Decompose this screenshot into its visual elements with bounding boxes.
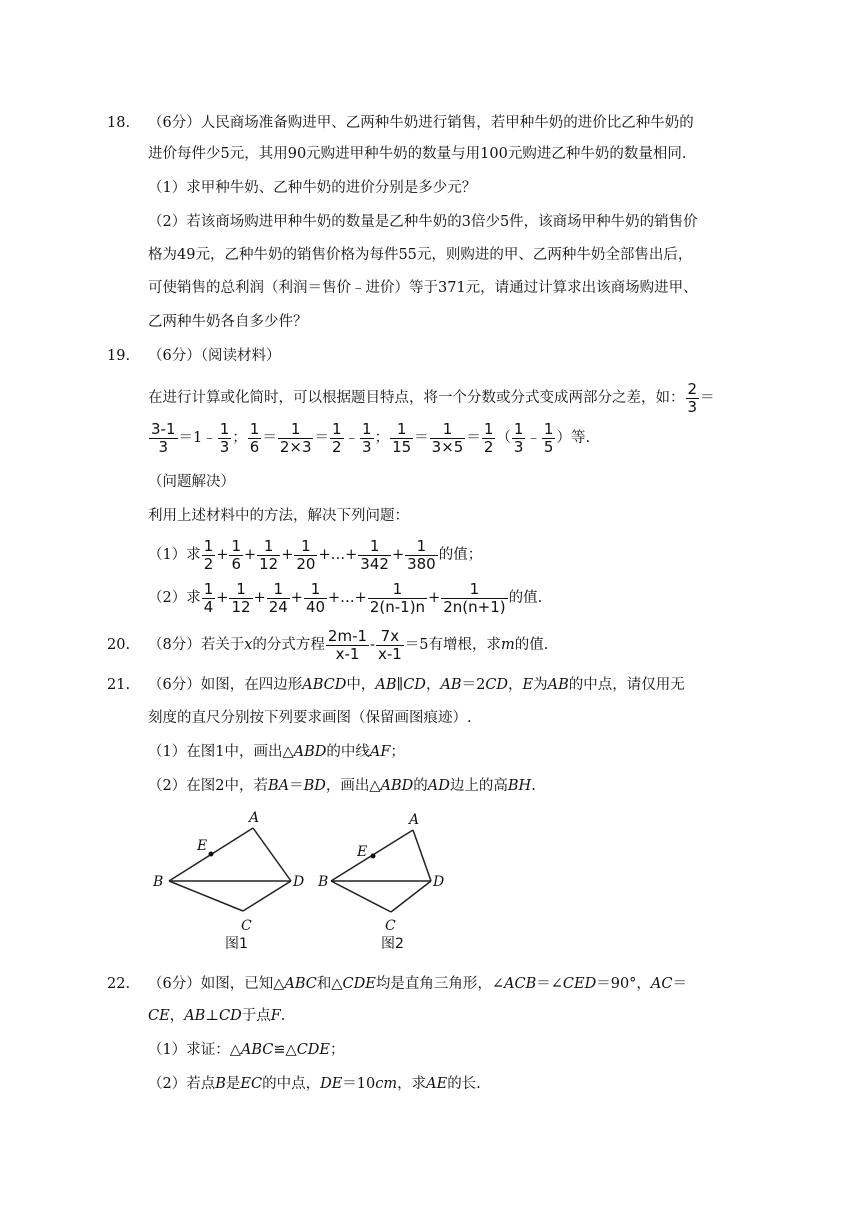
fig1-label-d: D: [293, 874, 305, 890]
fraction-2-3: $\frac{2}{3}$: [687, 379, 698, 416]
q19-task: 利用上述材料中的方法，解决下列问题：: [148, 508, 409, 524]
q21-part1: （1）在图1中，画出△ABD的中线AF；: [148, 744, 405, 760]
fig2-caption: 图2: [381, 936, 404, 952]
fraction-example-1: $\frac{3-1}{3}$: [151, 419, 176, 456]
q19-part2: （2）求 $\frac{1}{4}$ + $\frac{1}{12}$ + $\frac{1}{24}$ + $\frac{1}{40}$ +…+ $\frac{1}{2(n-1)n}$ + $\frac{1}{2n(n+1)}$ 的值.: [148, 579, 543, 616]
fig2-edge-bc: [331, 881, 391, 912]
q18-part1: （1）求甲种牛奶、乙种牛奶的进价分别是多少元？: [148, 180, 477, 196]
fig1-edge-bc: [169, 881, 243, 911]
q22-line2: CE，AB⊥CD于点F.: [148, 1008, 286, 1024]
q19-number: 19.: [107, 348, 131, 364]
q21-part2: （2）在图2中，若BA＝BD，画出△ABD的AD边上的高BH.: [148, 778, 536, 794]
q18-part2-line1: （2）若该商场购进甲种牛奶的数量是乙种牛奶的3倍少5件，该商场甲种牛奶的销售价: [148, 214, 698, 230]
fraction-example-3: $\frac{1}{15}$: [392, 419, 412, 456]
fig2-label-b: B: [318, 874, 329, 890]
q18-line1: （6分）人民商场准备购进甲、乙两种牛奶进行销售，若甲种牛奶的进价比乙种牛奶的: [148, 115, 694, 131]
q20-line: （8分）若关于x的分式方程 $\frac{2m-1}{x-1}$ - $\frac{7x}{x-1}$ ＝5有增根，求m的值.: [148, 626, 549, 663]
fig1-label-a: A: [249, 810, 260, 826]
fig2-label-c: C: [385, 918, 396, 934]
q19-section-title: （问题解决）: [148, 474, 235, 490]
fig2-label-e: E: [357, 844, 368, 860]
q19-part1: （1）求 $\frac{1}{2}$ + $\frac{1}{6}$ + $\frac{1}{12}$ + $\frac{1}{20}$ +…+ $\frac{1}{342}$ + $\frac{1}{380}$ 的值；: [148, 536, 483, 573]
q22-part2: （2）若点B是EC的中点，DE＝10cm，求AE的长.: [148, 1076, 481, 1092]
q18-part2-line4: 乙两种牛奶各自多少件？: [148, 314, 308, 330]
q18-line2: 进价每件少5元，其用90元购进甲种牛奶的数量与用100元购进乙种牛奶的数量相同.: [148, 146, 687, 162]
q22-line1: （6分）如图，已知△ABC和△CDE均是直角三角形，∠ACB＝∠CED＝90°，AC＝: [148, 976, 687, 992]
fig2-point-e: [371, 854, 376, 859]
fig1-label-b: B: [153, 874, 164, 890]
fig2-label-d: D: [433, 874, 445, 890]
figure-1: [169, 828, 291, 911]
fig2-label-a: A: [409, 812, 420, 828]
fig1-point-e: [209, 852, 214, 857]
q21-line1: （6分）如图，在四边形ABCD中，AB∥CD，AB＝2CD，E为AB的中点，请仅用无: [148, 677, 685, 693]
q22-part1: （1）求证：△ABC≌△CDE；: [148, 1042, 345, 1058]
q19-intro-line: 在进行计算或化简时，可以根据题目特点，将一个分数或分式变成两部分之差，如： $\frac{2}{3}$ ＝: [148, 379, 715, 416]
q20-number: 20.: [107, 637, 131, 653]
fig2-edge-ad: [413, 830, 431, 881]
q21-figures: [145, 808, 445, 956]
figure-2: [331, 830, 431, 912]
fig1-label-e: E: [197, 838, 208, 854]
q18-part2-line3: 可使销售的总利润（利润＝售价﹣进价）等于371元，请通过计算求出该商场购进甲、: [148, 280, 698, 296]
q21-line2: 刻度的直尺分别按下列要求画图（保留画图痕迹）.: [148, 710, 472, 726]
q19-intro-text: 在进行计算或化简时，可以根据题目特点，将一个分数或分式变成两部分之差，如：: [148, 390, 685, 406]
q19-heading: （6分）（阅读材料）: [148, 348, 281, 364]
q22-number: 22.: [107, 976, 131, 992]
q18-number: 18.: [107, 115, 131, 131]
fig1-label-c: C: [241, 918, 252, 934]
fig2-edge-cd: [391, 881, 431, 912]
fig1-caption: 图1: [225, 936, 248, 952]
fig1-edge-ad: [253, 828, 291, 881]
q21-number: 21.: [107, 677, 131, 693]
q18-part2-line2: 格为49元，乙种牛奶的销售价格为每件55元，则购进的甲、乙两种牛奶全部售出后，: [148, 247, 693, 263]
q19-examples-line: $\frac{3-1}{3}$ ＝1﹣ $\frac{1}{3}$ ； $\frac{1}{6}$ ＝ $\frac{1}{2\times 3}$ ＝ $\frac{1}{2}$ ﹣ $\frac{1}{3}$ ； $\frac{1}{15}$ ＝ $\frac{1}{3\times 5}$ ＝ $\frac{1}{2}$ （ $\frac{1}{3}$ ﹣ $\frac{1}{5}$ ）等.: [151, 419, 591, 456]
fig1-edge-cd: [243, 881, 291, 911]
